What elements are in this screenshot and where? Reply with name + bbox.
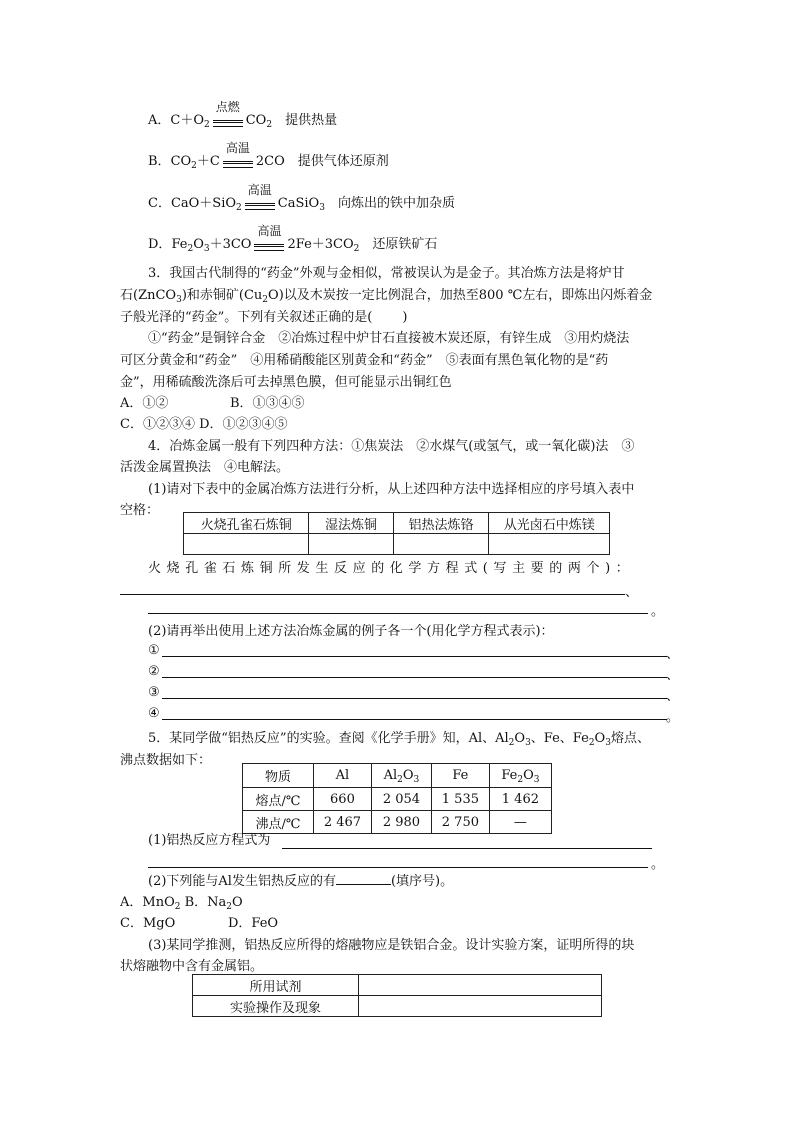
question-5-options-ab: A．MnO$_2$ B．$Na_2O$ bbox=[120, 895, 243, 912]
question-4-part-2: (2)请再举出使用上述方法冶炼金属的例子各一个(用化学方程式表示)： bbox=[148, 624, 554, 639]
equation-text: CO bbox=[245, 113, 267, 128]
answer-cell[interactable] bbox=[184, 534, 309, 555]
equation-prompt: 火烧孔雀石炼铜所发生反应的化学方程式(写主要的两个)： bbox=[148, 561, 635, 576]
question-3-statement-3: 金”，用稀硫酸洗涤后可去掉黑色膜，但可能显示出铜红色 bbox=[120, 375, 452, 390]
question-4-line-1: 4．冶炼金属一般有下列四种方法：①焦炭法 ②水煤气(或氢气，或一氧化碳)法 ③ bbox=[148, 439, 635, 454]
table-cell: 2 980 bbox=[371, 811, 431, 834]
table-cell: 沸点/℃ bbox=[243, 811, 314, 834]
table-cell: 熔点/℃ bbox=[243, 788, 314, 811]
equation-text: C＋O bbox=[170, 113, 204, 128]
question-5-part-1: (1)铝热反应方程式为 bbox=[148, 833, 271, 848]
answer-cell[interactable] bbox=[489, 534, 610, 555]
question-3-statement-1: ①“药金”是铜锌合金 ②冶炼过程中炉甘石直接被木炭还原，有锌生成 ③用灼烧法 bbox=[148, 331, 630, 346]
answer-cell[interactable] bbox=[309, 534, 393, 555]
question-3-line-3: 子般光泽的“药金”。下列有关叙述正确的是( ) bbox=[120, 310, 408, 325]
table-header: $Fe_2O_3$ bbox=[489, 764, 551, 788]
table-cell: 2 750 bbox=[431, 811, 489, 834]
table-cell: 2 467 bbox=[314, 811, 372, 834]
option-d: D．$Fe_2O_3+3CO$ 高温 $2Fe+3CO_2$ 还原铁矿石 bbox=[148, 224, 438, 254]
question-3-options-cd: C．①②③④ D．①②③④⑤ bbox=[120, 417, 288, 432]
answer-line[interactable] bbox=[148, 613, 648, 614]
table-header: 从光卤石中炼镁 bbox=[489, 513, 610, 534]
question-4-part-1: (1)请对下表中的金属冶炼方法进行分析，从上述四种方法中选择相应的序号填入表中 bbox=[148, 482, 635, 497]
worksheet-page: A．$C+O_2$ 点燃 $CO_2$ 提供热量 B．$CO_2+C$ 高温 2CO 提供气体还原剂 C．CaO＋SiO$_2$ 高温 CaSiO$_3$ 向炼出的铁中加杂质 D．$Fe_2O_3+3CO$ 高温 $2Fe+3CO_2$ 还原铁矿石 3．我国古代制得的“药金”外观与金相似，常被误认为是金子。其冶炼方法是将炉甘 石(ZnCO$_3$)和赤铜矿$(Cu_2O)$以及木炭按一定比例混合，加热至800 ℃左右，即炼出闪烁着金 子般光泽的“药金”。下列有关叙述正确的是( ) ①“药金”是铜锌合金 ②冶炼过程中炉甘石直接被木炭还原，有锌生成 ③用灼烧法 可区分黄金和“药金” ④用稀硝酸能区别黄金和“药金” ⑤表面有黑色氧化物的是“药 金”，用稀硫酸洗涤后可去掉黑色膜，但可能显示出铜红色 A．①② B．①③④⑤ C．①②③④ D．①②③④⑤ 4．冶炼金属一般有下列四种方法：①焦炭法 ②水煤气(或氢气，或一氧化碳)法 ③ 活泼金属置换法 ④电解法。 (1)请对下表中的金属冶炼方法进行分析，从上述四种方法中选择相应的序号填入表中 空格： 火烧孔雀石炼铜 湿法炼铜 铝热法炼铬 从光卤石中炼镁 火烧孔雀石炼铜所发生反应的化学方程式(写主要的两个)： 、 。 (2)请再举出使用上述方法冶炼金属的例子各一个(用化学方程式表示)： ① 、 ② 、 ③ 、 ④ 。 5．某同学做“铝热反应”的实验。查阅《化学手册》知，Al、$Al_2O_3$、Fe、$Fe_2O_3$熔点、 沸点数据如下： 物质 Al $Al_2O_3$ Fe $Fe_2O_3$ 熔点/℃ 660 2 054 1 535 1 462 沸点/℃ 2 467 2 980 2 750 — (1)铝热反应方程式为 。 (2)下列能与Al发生铝热反应的有 (填序号)。 A．MnO$_2$ B．$Na_2O$ C．MgO D．FeO (3)某同学推测，铝热反应所得的熔融物应是铁铝合金。设计实验方案，证明所得的块 状熔融物中含有金属铝。 所用试剂 实验操作及现象 bbox=[120, 100, 680, 1016]
question-5-part-2: (2)下列能与Al发生铝热反应的有 (填序号)。 bbox=[148, 874, 454, 889]
answer-cell[interactable] bbox=[359, 996, 602, 1017]
question-4-part-1-cont: 空格： bbox=[120, 503, 160, 518]
table-header: $Al_2O_3$ bbox=[371, 764, 431, 788]
option-description: 提供气体还原剂 bbox=[297, 154, 389, 169]
question-5-line-1: 5．某同学做“铝热反应”的实验。查阅《化学手册》知，Al、$Al_2O_3$、Fe、$Fe_2O_3$熔点、 bbox=[148, 731, 650, 748]
answer-line[interactable] bbox=[282, 848, 652, 849]
melting-boiling-table bbox=[242, 763, 552, 834]
reaction-condition: 高温 bbox=[221, 153, 255, 171]
answer-line[interactable] bbox=[162, 719, 667, 720]
option-label: A． bbox=[148, 113, 171, 128]
table-header: 所用试剂 bbox=[193, 975, 359, 996]
smelting-method-table bbox=[183, 512, 610, 555]
table-cell: 660 bbox=[314, 788, 372, 811]
question-5-part-3: (3)某同学推测，铝热反应所得的熔融物应是铁铝合金。设计实验方案，证明所得的块 bbox=[148, 938, 635, 953]
answer-line[interactable] bbox=[120, 594, 625, 595]
table-header: 火烧孔雀石炼铜 bbox=[184, 513, 309, 534]
answer-line[interactable] bbox=[162, 698, 667, 699]
answer-line[interactable] bbox=[148, 867, 648, 868]
answer-line[interactable] bbox=[162, 656, 667, 657]
table-header: 湿法炼铜 bbox=[309, 513, 393, 534]
answer-blank[interactable] bbox=[336, 872, 391, 885]
option-a: A．$C+O_2$ 点燃 $CO_2$ 提供热量 bbox=[148, 100, 338, 130]
question-3-options-ab: A．①② B．①③④⑤ bbox=[120, 396, 305, 411]
table-header: 实验操作及现象 bbox=[193, 996, 359, 1017]
question-4-line-2: 活泼金属置换法 ④电解法。 bbox=[120, 460, 290, 475]
table-header: Al bbox=[314, 764, 372, 788]
question-5-options-cd: C．MgO D．FeO bbox=[120, 916, 279, 931]
reaction-condition: 点燃 bbox=[211, 112, 245, 130]
answer-line[interactable] bbox=[162, 677, 667, 678]
table-header: 物质 bbox=[243, 764, 314, 788]
option-description: 还原铁矿石 bbox=[372, 237, 438, 252]
table-cell: 1 462 bbox=[489, 788, 551, 811]
table-header: Fe bbox=[431, 764, 489, 788]
answer-cell[interactable] bbox=[359, 975, 602, 996]
question-5-part-3-cont: 状熔融物中含有金属铝。 bbox=[120, 959, 264, 974]
answer-cell[interactable] bbox=[393, 534, 489, 555]
question-3-line-1: 3．我国古代制得的“药金”外观与金相似，常被误认为是金子。其冶炼方法是将炉甘 bbox=[148, 266, 625, 281]
reaction-condition: 高温 bbox=[252, 236, 286, 254]
table-cell: 1 535 bbox=[431, 788, 489, 811]
table-cell: — bbox=[489, 811, 551, 834]
experiment-table bbox=[192, 974, 602, 1017]
table-cell: 2 054 bbox=[371, 788, 431, 811]
option-description: 提供热量 bbox=[285, 113, 338, 128]
question-3-statement-2: 可区分黄金和“药金” ④用稀硝酸能区别黄金和“药金” ⑤表面有黑色氧化物的是“药 bbox=[120, 353, 609, 368]
question-5-line-2: 沸点数据如下： bbox=[120, 753, 212, 768]
option-c: C．CaO＋SiO$_2$ 高温 CaSiO$_3$ 向炼出的铁中加杂质 bbox=[148, 183, 455, 213]
option-b: B．$CO_2+C$ 高温 2CO 提供气体还原剂 bbox=[148, 141, 389, 171]
question-3-line-2: 石(ZnCO$_3$)和赤铜矿$(Cu_2O)$以及木炭按一定比例混合，加热至800 ℃左右，即炼出闪烁着金 bbox=[120, 288, 653, 305]
reaction-condition: 高温 bbox=[243, 195, 277, 213]
table-header: 铝热法炼铬 bbox=[393, 513, 489, 534]
option-description: 向炼出的铁中加杂质 bbox=[337, 196, 455, 211]
